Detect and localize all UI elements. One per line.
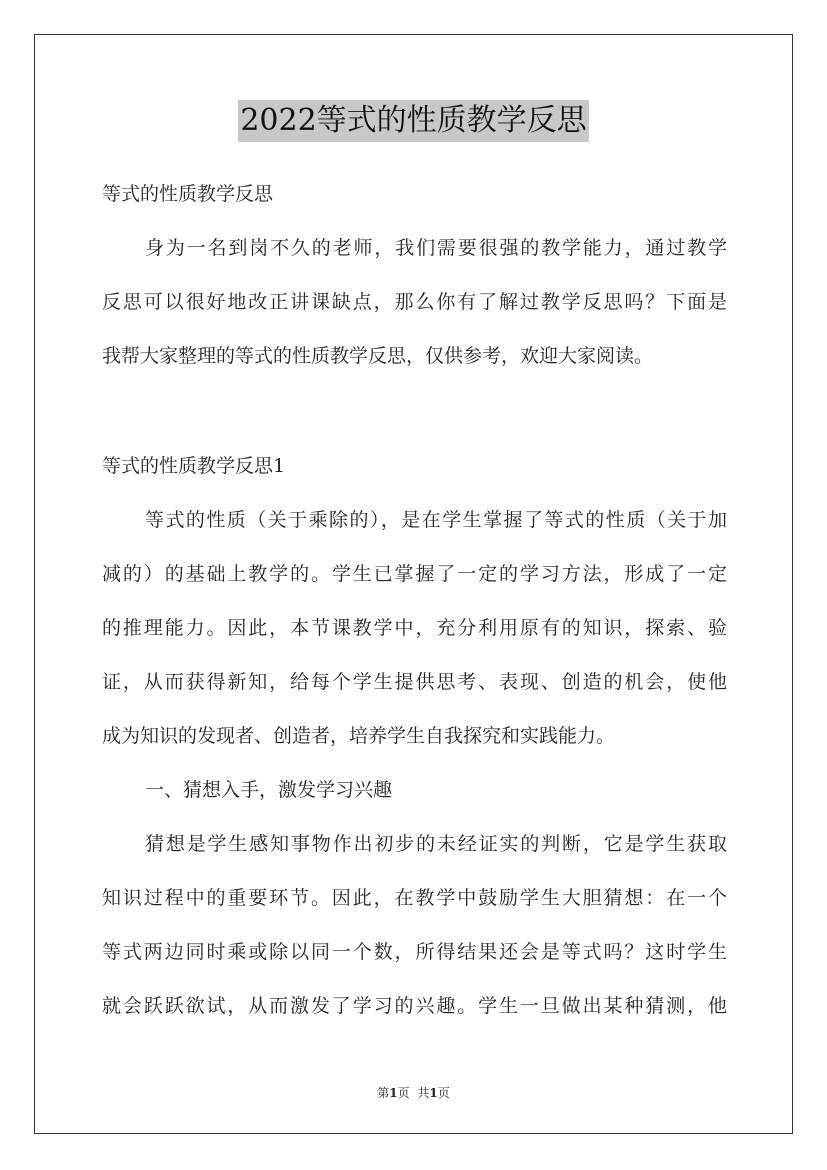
footer-total-prefix: 共 xyxy=(417,1086,430,1100)
footer-page-number: 1 xyxy=(389,1086,398,1100)
intro-line: 我帮大家整理的等式的性质教学反思，仅供参考，欢迎大家阅读。 xyxy=(102,345,654,367)
paragraph-line: 等式两边同时乘或除以同一个数，所得结果还会是等式吗？这时学生 xyxy=(102,941,727,963)
paragraph-line: 等式的性质（关于乘除的），是在学生掌握了等式的性质（关于加 xyxy=(145,509,727,531)
paragraph-line: 就会跃跃欲试，从而激发了学习的兴趣。学生一旦做出某种猜测，他 xyxy=(102,995,727,1017)
paragraph-line: 成为知识的发现者、创造者，培养学生自我探究和实践能力。 xyxy=(102,725,616,747)
paragraph-line: 证，从而获得新知，给每个学生提供思考、表现、创造的机会，使他 xyxy=(102,671,727,693)
section-heading: 等式的性质教学反思1 xyxy=(102,455,286,477)
intro-line: 身为一名到岗不久的老师，我们需要很强的教学能力，通过教学 xyxy=(145,237,727,259)
document-title: 2022等式的性质教学反思 xyxy=(238,100,588,142)
title-wrap xyxy=(0,100,827,142)
paragraph-line: 减的）的基础上教学的。学生已掌握了一定的学习方法，形成了一定 xyxy=(102,563,727,585)
footer-total-suffix: 页 xyxy=(437,1086,450,1100)
footer-page-prefix: 第 xyxy=(377,1086,390,1100)
intro-line: 反思可以很好地改正讲课缺点，那么你有了解过教学反思吗？下面是 xyxy=(102,291,727,313)
subtitle: 等式的性质教学反思 xyxy=(102,183,274,205)
footer-page-suffix: 页 xyxy=(397,1086,410,1100)
page-footer xyxy=(0,1084,827,1101)
sub-heading: 一、猜想入手，激发学习兴趣 xyxy=(145,779,393,801)
paragraph-line: 的推理能力。因此，本节课教学中，充分利用原有的知识，探索、验 xyxy=(102,617,727,639)
footer-total-number: 1 xyxy=(429,1086,438,1100)
paragraph-line: 猜想是学生感知事物作出初步的未经证实的判断，它是学生获取 xyxy=(145,833,727,855)
paragraph-line: 知识过程中的重要环节。因此，在教学中鼓励学生大胆猜想：在一个 xyxy=(102,887,727,909)
